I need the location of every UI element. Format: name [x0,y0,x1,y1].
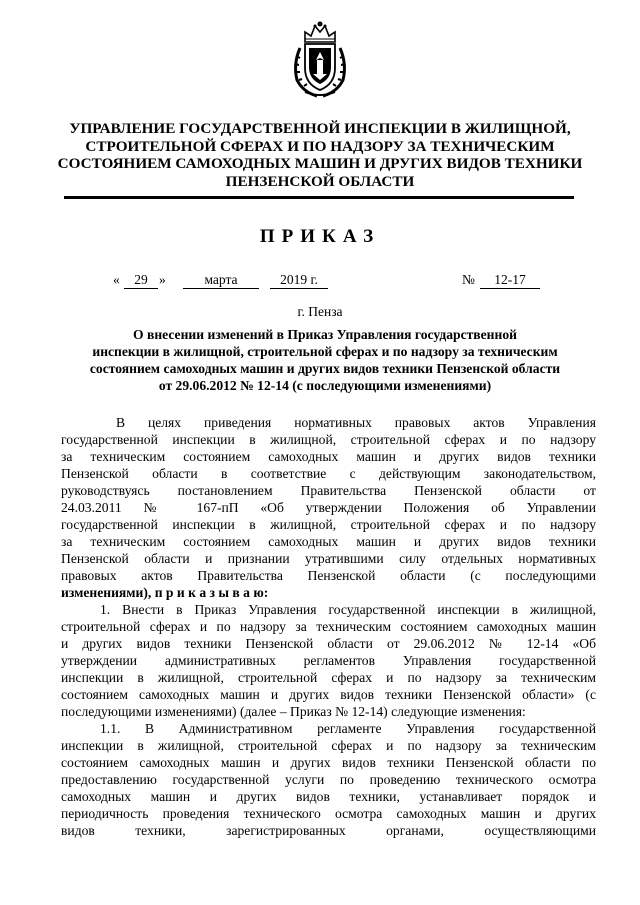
body-line: Пензенской области и признании утратившими силу отдельных нормативных [61,551,596,566]
organization-name-line: ПЕНЗЕНСКОЙ ОБЛАСТИ [225,172,415,190]
body-line: руководствуясь постановлением Правительства Пензенской области от [61,483,596,498]
body-line: состоянием самоходных машин и других видов техники Пензенской области» (с [61,687,596,702]
date-open-quote: « [113,272,120,287]
organization-name-line: СОСТОЯНИЕМ САМОХОДНЫХ МАШИН И ДРУГИХ ВИДОВ ТЕХНИКИ [57,155,583,172]
body-line: государственной инспекции в жилищной, строительной сферах и по надзору [61,517,596,532]
order-number: 12-17 [480,272,540,289]
subject-line: состоянием самоходных машин и других видов техники Пензенской области [89,361,561,376]
body-line: В целях приведения нормативных правовых актов Управления [116,415,596,430]
organization-name [40,120,600,190]
document-type-title: ПРИКАЗ [259,226,381,247]
body-line: за техническим состоянием самоходных машин и других видов техники [61,449,596,464]
body-line: инспекции в жилищной, строительной сферах и по надзору за техническим [61,670,596,685]
body-line: правовых актов Правительства Пензенской области (с последующими [61,568,596,583]
header-divider [64,196,574,199]
body-line: 1.1. В Административном регламенте Управления государственной [100,721,596,736]
body-line: утверждении административных регламентов Управления государственной [61,653,596,668]
body-line: и других видов техники Пензенской области от 29.06.2012 № 12-14 «Об [61,636,596,651]
body-line: самоходных машин и других видов техники, устанавливает порядок и [61,789,596,804]
organization-name-line: УПРАВЛЕНИЕ ГОСУДАРСТВЕННОЙ ИНСПЕКЦИИ В ЖИЛИЩНОЙ, [69,120,571,137]
body-line: предоставлению государственной услуги по проведению технического осмотра [61,772,596,787]
body-line: состоянием самоходных машин и других видов техники Пензенской области по [61,755,596,770]
body-line: видов техники, зарегистрированных органами, осуществляющими [61,823,596,838]
body-line: инспекции в жилищной, строительной сферах и по надзору за техническим [61,738,596,753]
city: г. Пенза [297,304,343,319]
date-close-quote: » [159,272,166,287]
number-sign: № [462,272,475,287]
date-day: 29 [124,272,158,289]
body-line: 1. Внести в Приказ Управления государственной инспекции в жилищной, [100,602,596,617]
body-line-directive: изменениями), п р и к а з ы в а ю: [61,585,269,600]
body-line: за техническим состоянием самоходных машин и других видов техники [61,534,596,549]
body-line: государственной инспекции в жилищной, строительной сферах и по надзору [61,432,596,447]
body-line: 24.03.2011 № 167-пП «Об утверждении Положения об Управлении [61,500,596,515]
date-year: 2019 г. [270,272,328,289]
body-line: Пензенской области в соответствие с действующим законодательством, [61,466,596,481]
body-line: периодичность проведения технического осмотра самоходных машин и других [61,806,596,821]
coat-of-arms-icon [291,20,349,98]
organization-name-line: СТРОИТЕЛЬНОЙ СФЕРАХ И ПО НАДЗОРУ ЗА ТЕХНИЧЕСКИМ [85,137,555,155]
subject-line: от 29.06.2012 № 12-14 (с последующими изменениями) [158,378,492,393]
order-subject [60,326,590,394]
body-line: последующими изменениями) (далее – Приказ № 12-14) следующие изменения: [61,704,526,719]
date-month: марта [183,272,259,289]
subject-line: инспекции в жилищной, строительной сферах и по надзору за техническим [92,344,558,359]
body-line: строительной сферах и по надзору за техническим состоянием самоходных машин [61,619,596,634]
subject-line: О внесении изменений в Приказ Управления государственной [133,327,517,342]
